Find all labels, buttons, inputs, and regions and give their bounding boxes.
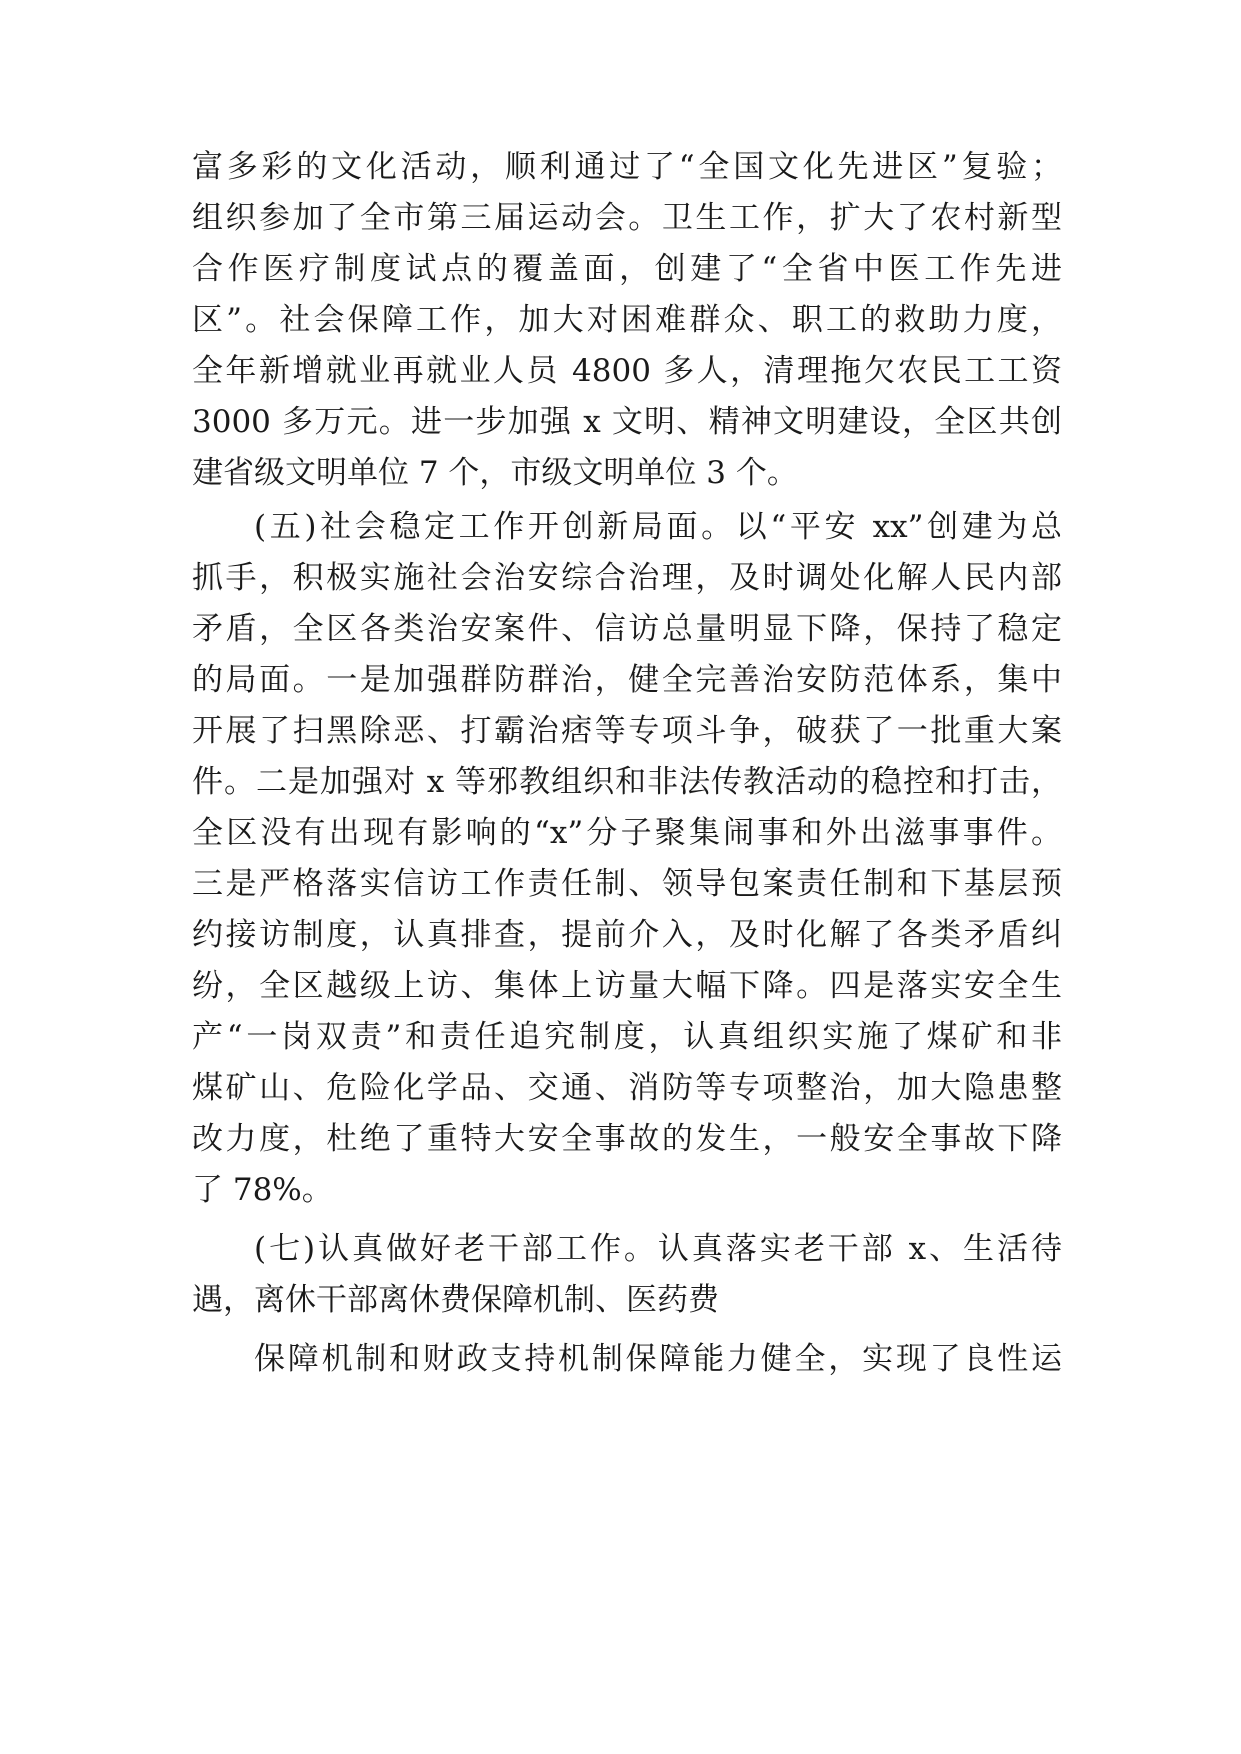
text-line-18: 产“一岗双责”和责任追究制度，认真组织实施了煤矿和非: [192, 1019, 1062, 1055]
text-line-15: 三是严格落实信访工作责任制、领导包案责任制和下基层预: [192, 866, 1062, 902]
text-line-11: 的局面。一是加强群防群治，健全完善治安防范体系，集中: [192, 662, 1062, 698]
text-line-12: 开展了扫黑除恶、打霸治痞等专项斗争，破获了一批重大案: [192, 713, 1062, 749]
text-line-5: 全年新增就业再就业人员 4800 多人，清理拖欠农民工工资: [192, 353, 1062, 389]
text-line-16: 约接访制度，认真排查，提前介入，及时化解了各类矛盾纠: [192, 917, 1062, 953]
text-line-19: 煤矿山、危险化学品、交通、消防等专项整治，加大隐患整: [192, 1070, 1062, 1106]
text-line-10: 矛盾，全区各类治安案件、信访总量明显下降，保持了稳定: [192, 611, 1062, 647]
text-line-1: 富多彩的文化活动，顺利通过了“全国文化先进区”复验；: [192, 149, 1062, 185]
text-line-7: 建省级文明单位 7 个，市级文明单位 3 个。: [192, 455, 798, 491]
text-line-6: 3000 多万元。进一步加强 x 文明、精神文明建设，全区共创: [192, 404, 1062, 440]
text-line-14: 全区没有出现有影响的“x”分子聚集闹事和外出滋事事件。: [192, 815, 1062, 851]
text-line-20: 改力度，杜绝了重特大安全事故的发生，一般安全事故下降: [192, 1121, 1062, 1157]
text-line-24: 保障机制和财政支持机制保障能力健全，实现了良性运: [254, 1341, 1062, 1377]
paragraph-heading-5: (五)社会稳定工作开创新局面。以“平安 xx”创建为总: [254, 509, 1062, 545]
text-line-3: 合作医疗制度试点的覆盖面，创建了“全省中医工作先进: [192, 251, 1062, 287]
text-line-9: 抓手，积极实施社会治安综合治理，及时调处化解人民内部: [192, 560, 1062, 596]
text-line-21: 了 78%。: [192, 1172, 333, 1208]
text-line-23: 遇，离休干部离休费保障机制、医药费: [192, 1282, 719, 1318]
paragraph-heading-7: (七)认真做好老干部工作。认真落实老干部 x、生活待: [254, 1231, 1062, 1267]
text-line-2: 组织参加了全市第三届运动会。卫生工作，扩大了农村新型: [192, 200, 1062, 236]
text-line-4: 区”。社会保障工作，加大对困难群众、职工的救助力度，: [192, 302, 1062, 338]
text-line-17: 纷，全区越级上访、集体上访量大幅下降。四是落实安全生: [192, 968, 1062, 1004]
text-line-13: 件。二是加强对 x 等邪教组织和非法传教活动的稳控和打击，: [192, 764, 1062, 800]
